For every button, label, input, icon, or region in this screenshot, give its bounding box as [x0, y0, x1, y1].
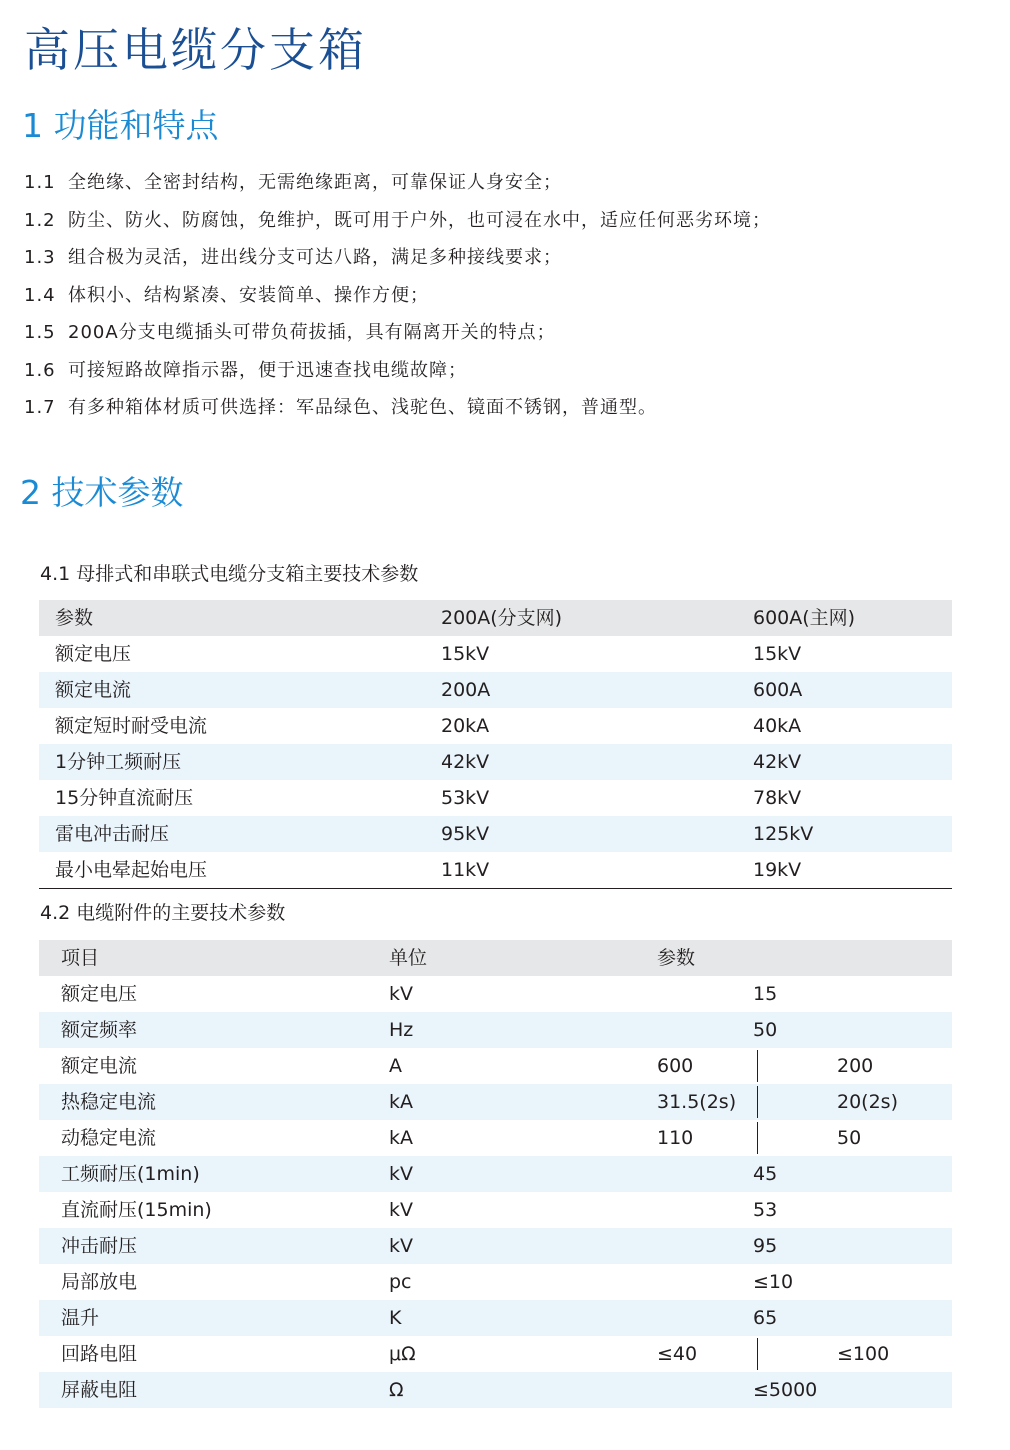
item-value-600a: 31.5(2s) [657, 1091, 737, 1113]
item-value: 53 [753, 1199, 778, 1221]
column-header: 200A(分支网) [441, 607, 563, 629]
table-header-row [39, 600, 952, 636]
item-unit: A [389, 1055, 402, 1077]
feature-text: 有多种箱体材质可供选择：军品绿色、浅驼色、镜面不锈钢，普通型。 [68, 397, 657, 418]
feature-list [24, 164, 994, 427]
table2-caption: 4.2 电缆附件的主要技术参数 [40, 902, 286, 924]
param-name: 额定电流 [55, 679, 132, 701]
item-unit: Hz [389, 1019, 414, 1041]
table-row [39, 1264, 952, 1300]
feature-text: 防尘、防火、防腐蚀，免维护，既可用于户外，也可浸在水中，适应任何恶劣环境； [68, 209, 771, 231]
param-value-200a: 95kV [441, 823, 490, 845]
table-row [39, 1336, 952, 1372]
feature-item [24, 352, 994, 390]
param-value-200a: 15kV [441, 643, 490, 665]
item-value: ≤5000 [753, 1379, 818, 1401]
column-divider [757, 1338, 758, 1370]
param-value-600a: 78kV [753, 787, 802, 809]
feature-number: 1.2 [24, 209, 56, 231]
table-row [39, 672, 952, 708]
item-name: 直流耐压(15min) [61, 1199, 212, 1221]
param-value-200a: 42kV [441, 751, 490, 773]
feature-item [24, 239, 994, 277]
table-row [39, 1012, 952, 1048]
column-header: 600A(主网) [753, 607, 856, 629]
item-unit: kV [389, 1163, 414, 1185]
item-unit: μΩ [389, 1343, 416, 1365]
page-title: 高压电缆分支箱 [24, 23, 367, 77]
table-row [39, 1228, 952, 1264]
param-name: 1分钟工频耐压 [55, 751, 182, 773]
item-value-600a: ≤40 [657, 1343, 698, 1365]
item-value-200a: ≤100 [837, 1343, 890, 1365]
item-unit: kA [389, 1091, 414, 1113]
feature-text: 200A分支电缆插头可带负荷拔插，具有隔离开关的特点； [68, 322, 556, 343]
section-heading-features: 1 功能和特点 [22, 106, 219, 145]
param-name: 最小电晕起始电压 [55, 859, 208, 881]
param-name: 15分钟直流耐压 [55, 787, 194, 809]
param-value-200a: 11kV [441, 859, 490, 881]
item-unit: kA [389, 1127, 414, 1149]
column-divider [757, 1122, 758, 1154]
param-value-600a: 600A [753, 679, 803, 701]
table-row [39, 744, 952, 780]
column-header: 参数 [657, 947, 696, 969]
feature-item [24, 314, 994, 352]
table-row [39, 636, 952, 672]
param-value-600a: 125kV [753, 823, 814, 845]
feature-number: 1.6 [24, 359, 56, 381]
param-value-600a: 40kA [753, 715, 802, 737]
table-row [39, 1048, 952, 1084]
item-unit: kV [389, 983, 414, 1005]
item-value-600a: 110 [657, 1127, 694, 1149]
param-name: 额定短时耐受电流 [55, 715, 208, 737]
column-divider [757, 1050, 758, 1082]
item-value-200a: 50 [837, 1127, 862, 1149]
table1-caption: 4.1 母排式和串联式电缆分支箱主要技术参数 [40, 563, 419, 585]
column-header: 单位 [389, 947, 428, 969]
table-row [39, 1372, 952, 1408]
feature-number: 1.1 [24, 172, 56, 193]
item-value: ≤10 [753, 1271, 794, 1293]
feature-item [24, 389, 994, 427]
feature-item [24, 202, 994, 240]
item-value-200a: 20(2s) [837, 1091, 898, 1113]
item-value: 65 [753, 1307, 778, 1329]
item-value-600a: 600 [657, 1055, 694, 1077]
item-name: 额定电压 [61, 983, 138, 1005]
item-value: 95 [753, 1235, 778, 1257]
param-value-600a: 19kV [753, 859, 802, 881]
table-row [39, 976, 952, 1012]
table-row [39, 780, 952, 816]
column-divider [757, 1086, 758, 1118]
table-row [39, 1300, 952, 1336]
feature-text: 体积小、结构紧凑、安装简单、操作方便； [68, 284, 429, 306]
feature-number: 1.3 [24, 247, 56, 268]
table-row [39, 1156, 952, 1192]
feature-number: 1.5 [24, 322, 56, 343]
param-value-600a: 42kV [753, 751, 802, 773]
param-value-200a: 200A [441, 679, 491, 701]
param-name: 额定电压 [55, 643, 132, 665]
feature-text: 全绝缘、全密封结构，无需绝缘距离，可靠保证人身安全； [68, 172, 562, 193]
busbar-spec-table [39, 600, 952, 889]
column-header: 参数 [55, 607, 94, 629]
item-unit: kV [389, 1235, 414, 1257]
param-value-600a: 15kV [753, 643, 802, 665]
section-heading-specs: 2 技术参数 [20, 473, 184, 512]
table-row [39, 708, 952, 744]
feature-text: 可接短路故障指示器，便于迅速查找电缆故障； [68, 359, 467, 381]
item-value-200a: 200 [837, 1055, 874, 1077]
feature-item [24, 164, 994, 202]
item-value: 45 [753, 1163, 778, 1185]
feature-number: 1.4 [24, 284, 56, 306]
item-value: 50 [753, 1019, 778, 1041]
item-value: 15 [753, 983, 778, 1005]
feature-number: 1.7 [24, 397, 56, 418]
item-name: 动稳定电流 [61, 1127, 157, 1149]
item-name: 回路电阻 [61, 1343, 138, 1365]
table-row [39, 852, 952, 889]
item-name: 额定电流 [61, 1055, 138, 1077]
table-row [39, 1120, 952, 1156]
item-name: 温升 [61, 1307, 100, 1329]
table-row [39, 816, 952, 852]
accessory-spec-table [39, 940, 952, 1408]
table-header-row [39, 940, 952, 976]
item-name: 额定频率 [61, 1019, 138, 1041]
param-value-200a: 53kV [441, 787, 490, 809]
item-unit: pc [389, 1271, 412, 1293]
item-unit: K [389, 1307, 402, 1329]
item-unit: kV [389, 1199, 414, 1221]
item-unit: Ω [389, 1379, 404, 1401]
item-name: 热稳定电流 [61, 1091, 157, 1113]
table-row [39, 1192, 952, 1228]
item-name: 局部放电 [61, 1271, 138, 1293]
table-row [39, 1084, 952, 1120]
item-name: 冲击耐压 [61, 1235, 138, 1257]
column-header: 项目 [61, 947, 100, 969]
param-name: 雷电冲击耐压 [55, 823, 170, 845]
param-value-200a: 20kA [441, 715, 490, 737]
feature-item [24, 277, 994, 315]
feature-text: 组合极为灵活，进出线分支可达八路，满足多种接线要求； [68, 247, 562, 268]
item-name: 工频耐压(1min) [61, 1163, 200, 1185]
item-name: 屏蔽电阻 [61, 1379, 138, 1401]
